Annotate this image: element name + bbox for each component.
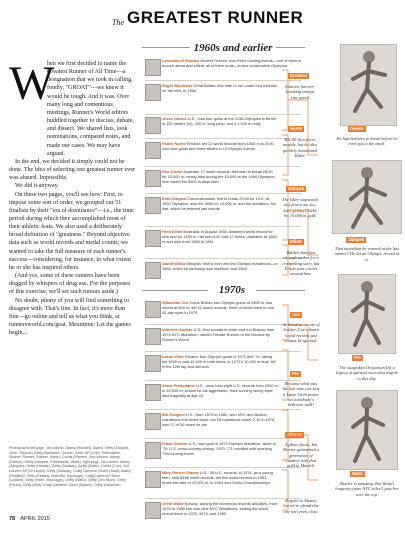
winner-tag: Pre	[354, 355, 361, 360]
intro-paragraph: No doubt, plenty of you will find something to disagree with. That's fine. In fact, it's more than fine—go online and tell us what you think, at runnersworld.com/goat. Meantime: Let the games begin...	[9, 297, 131, 337]
runner-photo	[145, 84, 161, 101]
bracket-lines	[278, 40, 338, 520]
runner-name: Ron Clarke	[162, 169, 183, 174]
winner-tag: Pre	[292, 371, 299, 376]
section-title-1970s: 1970s	[208, 284, 256, 296]
runner-photo	[145, 384, 161, 401]
runner-figure-owens	[340, 44, 397, 126]
runner-name: Frank Shorter	[162, 441, 188, 446]
runner-description: Norway; among the numerous records and titles, from 1978 to 1988 she won nine NYC Marathons, setting the world record there in 1978, 1979, and 1980	[162, 501, 278, 516]
bracket-note: Yes, he won fewer medals, but he also publicly humiliated Hitler.	[282, 137, 318, 158]
runner-description: Great Britain; two Olympic golds at 1500 m, two silvers at 800 m; set 12 world records, three of which were in one 42-day span in 1979	[162, 300, 275, 315]
runner-silhouette-icon	[339, 275, 395, 353]
runner-photo	[145, 170, 161, 187]
page-header	[0, 4, 405, 34]
runner-name: Sebastian Coe	[162, 300, 189, 305]
bracket-note: The killer stopwatch was ferocious, too, later giving Clarke his 10,000 m gold.	[282, 197, 318, 218]
photo-credits: Photographs left page, 1st column: Alamy (Rhodes), Alamy, Getty (Zatopek, Viren, Stamos) Getty (Bannister, Owens, Ovett, AP (Chb), Prefontaine, Shorter, Shorter, Switzer, Waitz); Corbis (Shorter). 2nd column: Alamy (Owens); Getty (Zátopek, Prefontaine, Waitz), right page, 1st column: Alamy (Zátopek), Getty (Heddle), Getty (Salazar), Getty (Waitz), Corbis (Coe); 2nd column: AP (Ol Lopes), Getty (Salazar); Craig Cameron Olsen (Joan), Alamy (Rudisha), Getty (Keitany, Ndereba, Kipchoge); Craig Cameron Olsen (Lydiard), Getty (Haile, Jepkosgei), Getty (Waitz), Getty (Jim Ryun), Getty (Farah), Getty (Bolt); Craig Cameron Olsen (Kiptum), Getty (Newman)	[9, 446, 131, 487]
runner-silhouette-icon	[341, 45, 396, 125]
runner-entry	[162, 230, 278, 245]
runner-entry	[162, 84, 278, 94]
runner-photo	[145, 301, 161, 318]
winner-tag: Elliott	[290, 239, 302, 244]
winner-tag: Coe	[292, 312, 300, 317]
winner-tag: Owens	[350, 126, 364, 131]
page-number: 78	[9, 516, 16, 522]
runner-silhouette-icon	[337, 391, 397, 469]
intro-paragraph: (And yes, some of these runners have been dogged by whispers of drug use. For the purposes of this exercise, we'll set such rumors aside.)	[9, 273, 131, 296]
runner-name: Mary Decker Slaney	[162, 470, 199, 475]
runner-photo	[145, 413, 161, 430]
runner-figure-waitz	[336, 390, 398, 470]
runner-name: Herb Elliott	[162, 229, 183, 234]
winner-tag: Zátopek	[348, 237, 365, 242]
runner-photo	[145, 197, 161, 214]
runner-entry	[162, 301, 278, 316]
runner-name: Abebe Bikila	[162, 261, 186, 266]
runner-entry	[162, 384, 278, 399]
runner-name: Jesse Owens	[162, 116, 187, 121]
page-footer	[9, 516, 50, 522]
runner-description: U.S.; took four golds at the 1936 Olympics in Berlin, in 100 meters (m), 200 m, long jump, and 4 x 100 m relay	[162, 116, 277, 126]
runner-name: Kathrine Switzer	[162, 327, 193, 332]
drop-cap: W	[9, 57, 55, 110]
runner-photo	[145, 328, 161, 345]
runner-name: Paavo Nurmi	[162, 141, 186, 146]
runner-photo	[145, 117, 161, 134]
runner-entry	[162, 355, 278, 370]
runner-description: Great Britain; first man to run under four minutes for the mile, in 1954	[162, 83, 277, 93]
winner-tag: Shorter	[287, 432, 302, 437]
runner-entry	[162, 471, 278, 486]
runner-name: Grete Waitz	[162, 501, 184, 506]
intro-article	[9, 57, 135, 337]
runner-description: U.S.; first woman to enter and run Boston; won 1974 NYC Marathon; named Female Runner of the Decade by Runner's World	[162, 327, 275, 342]
runner-entry	[162, 197, 278, 212]
runner-figure-zatopek	[332, 160, 402, 234]
bracket-note: Because what was the last time you saw a Lasse Virén poster on somebody's bedroom wall?	[282, 381, 320, 408]
winner-tag: Greatest	[290, 73, 307, 78]
bracket-note: Bikila's barefoot triumph makes for a compelling story, but Elliott runs circles around him.	[282, 250, 320, 277]
runner-description: U.S.; won gold in 1972 Olympic Marathon, silver in '76; U.S. cross-country champ, 1970–'73; credited with sparking '70s running boom	[162, 441, 276, 456]
runner-entry	[162, 170, 278, 185]
intro-paragraph: On these two pages, you'll see how: First, to impose some sort of order, we grouped our 51 finalists by their "era of dominance"—i.e., the time period during which they accomplished most of their athletic feats. We also used a deliberately broad definition of "greatness." Beyond objective data such as world records and medal counts, we wanted to take the full measure of each runner's success—considering, for instance, to what extent he or she has inspired others.	[9, 191, 134, 271]
intro-paragraph: hen we first decided to name the Greatest Runner of All Time—a designation that we took in calling, fondly, "GROAT"—we knew it would be tough. And it was. Over many long and contentious meetings, Runner's World editors huddled together to discuss, debate, and dissect. We shared lists, took nominations, compared notes, and made our cases. We may have argued.	[47, 61, 134, 157]
runner-description: Australia; in August 1958, smashed world record for mile and for 1500 m; ran sub-4:00 mile 17 times; unbeaten at 1500 m and mile from 1958 to 1961	[162, 229, 277, 244]
bracket-note: Shorter is amazing. But Waitz's longevity (nine NYC titles!) puts her over the top.	[335, 481, 399, 497]
runner-description: Ethiopia; first to ever win two Olympic marathons—in 1960, which he famously won barefoot, and 1964	[162, 261, 278, 271]
page-title: GREATEST RUNNER	[127, 8, 304, 27]
intro-paragraph: We did it anyway.	[15, 183, 59, 190]
runner-description: U.S.; from 1975 to 1980, won NYC and Boston marathons four times each; ran 28 marathons under 2:15 in 1978, won 27 of 30 races he ran	[162, 412, 276, 427]
runner-entry	[162, 117, 278, 127]
runner-name: Roger Bannister	[162, 83, 193, 88]
runner-description: U.S.; 36 U.S. records; in 1974, as a young teen, held three world records; set five world records in 1982, broke the mile to 10,000 m; in 1983 won World Championships	[162, 470, 273, 485]
runner-entry	[162, 442, 278, 457]
header-the: The	[112, 18, 124, 27]
runner-entry	[162, 413, 278, 428]
runner-photo	[145, 442, 161, 459]
runner-photo	[145, 471, 161, 488]
bracket-note: A photo finish, but Shorter galvanized a generation of runners with that gold in Munich.	[282, 442, 320, 469]
runner-name: Steve Prefontaine	[162, 383, 195, 388]
runner-name: Emil Zátopek	[162, 196, 187, 201]
runner-photo	[145, 59, 161, 76]
runner-photo	[145, 230, 161, 247]
bracket-note: Historic barrier-breaking trumps raw speed	[285, 84, 315, 100]
bracket-note: That marathon he entered at the last minute? He set an Olympic record in it.	[334, 246, 400, 262]
runner-photo	[145, 262, 161, 279]
issue-date: APRIL 2015	[20, 516, 50, 522]
runner-description: Finland; four Olympic golds in 1972 and '76, taking the 5000 m and 10,000 m both times; in 1972's 10,000 m final, fell in the 12th lap and still won	[162, 354, 276, 369]
intro-paragraph: In the end, we decided it simply could not be done. The idea of selecting one greatest runner ever was absurd. Impossible.	[9, 158, 135, 182]
runner-photo	[145, 355, 161, 372]
winner-tag: Zátopek	[288, 186, 305, 191]
runner-name: Bill Rodgers	[162, 412, 185, 417]
runner-name: Lasse Virén	[162, 354, 184, 359]
runner-entry	[162, 328, 278, 343]
runner-entry	[162, 262, 278, 272]
bracket-note: The outspoken Oregonian left a legacy of spirited races that inspire to this day.	[335, 365, 399, 381]
runner-description: Ancient Greece; won three running events—one of them in bronze armor and shield, all of them nude—in four consecutive Olympics	[162, 58, 302, 68]
runner-entry	[162, 142, 278, 152]
runner-description: Czechoslovakia; first to break 29:00 for 10-K; at 1952 Olympics, won the 5000 m, 10,000 m, and the marathon, his first, which he entered last minute	[162, 196, 276, 211]
runner-description: U.S.; once held eight U.S. records from 2000 m to 10,000 m; known for his aggressive, front-running racing style; died tragically at age 24	[162, 383, 278, 398]
winner-tag: Waitz	[352, 471, 363, 476]
winner-tag: Nurmi	[290, 126, 303, 131]
runner-photo	[145, 142, 161, 159]
bracket-note: As loved as we are of Switzer, Coe's dozen world records just cannot be ignored.	[282, 322, 320, 343]
runner-entry	[162, 502, 278, 517]
runner-silhouette-icon	[333, 161, 401, 233]
runner-name: Leonidas of Rhodes	[162, 58, 200, 63]
bracket-note: Respect to Slaney, but we're afraid this one isn't even close.	[283, 498, 319, 514]
runner-figure-prefontaine	[338, 274, 396, 354]
runner-description: Australia; 17 world records; first man to break 28:00 for 10,000 m; nearly died during the 10,000 at the 1968 Olympics, then raced the 5000 m days later	[162, 169, 276, 184]
section-title-1960s: 1960s and earlier	[190, 42, 276, 54]
runner-description: Finland; set 22 world records from 1500 m to 20-K; won nine golds and three silvers in 12 Olympic events	[162, 141, 275, 151]
runner-photo	[145, 502, 161, 519]
bracket-note: He had barriers to break before he even got to the track.	[336, 136, 398, 147]
